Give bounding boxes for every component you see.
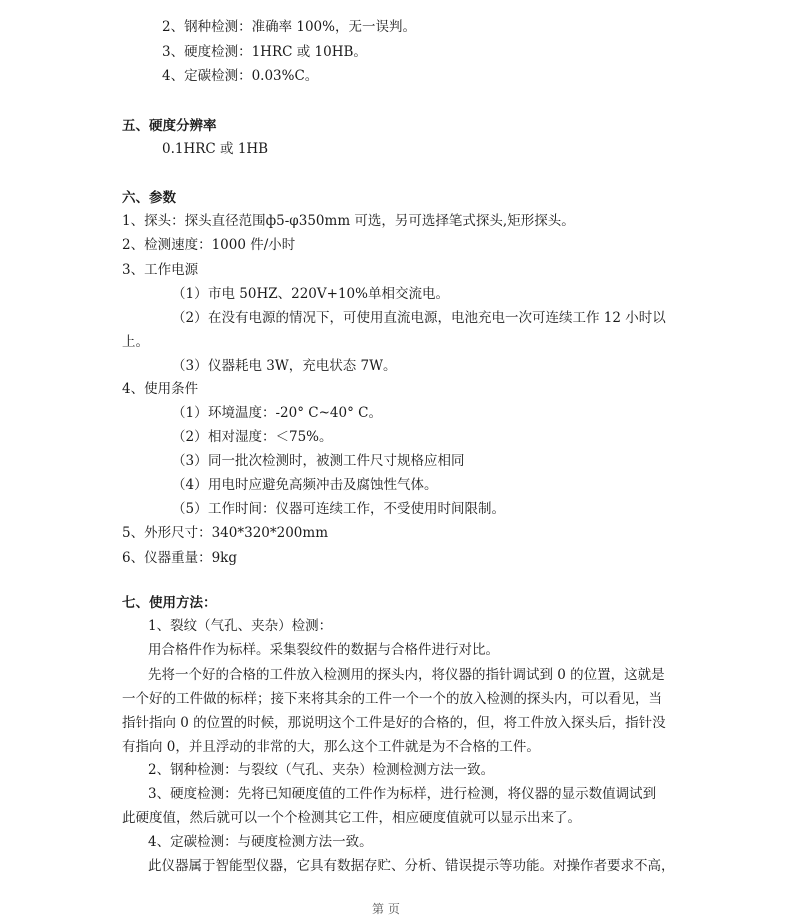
intro-item-4: 4、定碳检测：0.03%C。 xyxy=(162,68,319,84)
param-size: 5、外形尺寸：340*320*200mm xyxy=(122,525,328,541)
item-number: （5） xyxy=(172,501,208,517)
intro-item-2: 2、钢种检测：准确率 100%，无一误判。 xyxy=(162,19,416,35)
item-number: （4） xyxy=(172,477,208,493)
item-text: 市电 50HZ、220V+10%单相交流电。 xyxy=(208,286,449,302)
method-line: 一个好的工件做的标样；接下来将其余的工件一个一个的放入检测的探头内，可以看见，当 xyxy=(122,691,662,707)
condition-item xyxy=(172,428,333,446)
param-power-title: 3、工作电源 xyxy=(122,262,199,278)
item-text: 工作时间：仪器可连续工作，不受使用时间限制。 xyxy=(208,501,505,517)
param-probe: 1、探头：探头直径范围ф5-φ350mm 可选，另可选择笔式探头,矩形探头。 xyxy=(122,213,575,229)
item-number: （3） xyxy=(172,358,208,374)
method-line: 2、钢种检测：与裂纹（气孔、夹杂）检测检测方法一致。 xyxy=(148,762,495,778)
item-text: 用电时应避免高频冲击及腐蚀性气体。 xyxy=(208,477,438,493)
item-number: （1） xyxy=(172,405,208,421)
section-6-heading: 六、参数 xyxy=(122,190,176,206)
section-5-value: 0.1HRC 或 1HB xyxy=(162,141,269,157)
method-line: 有指向 0，并且浮动的非常的大，那么这个工件就是为不合格的工件。 xyxy=(122,739,540,755)
condition-item xyxy=(172,452,465,470)
page-number: 第 页 xyxy=(372,902,400,916)
item-number: （1） xyxy=(172,286,208,302)
method-line: 3、硬度检测：先将已知硬度值的工件作为标样，进行检测，将仪器的显示数值调试到 xyxy=(148,786,657,802)
method-line: 4、定碳检测：与硬度检测方法一致。 xyxy=(148,834,373,850)
item-number: （3） xyxy=(172,453,208,469)
condition-item xyxy=(172,476,438,494)
item-text: 仪器耗电 3W，充电状态 7W。 xyxy=(208,358,397,374)
item-text: 环境温度：-20° C~40° C。 xyxy=(208,405,382,421)
method-line: 1、裂纹（气孔、夹杂）检测： xyxy=(148,618,333,634)
param-speed: 2、检测速度：1000 件/小时 xyxy=(122,237,296,253)
item-text: 同一批次检测时，被测工件尺寸规格应相同 xyxy=(208,453,465,469)
power-item xyxy=(172,285,449,303)
param-weight: 6、仪器重量：9kg xyxy=(122,550,238,566)
method-line: 先将一个好的合格的工件放入检测用的探头内，将仪器的指针调试到 0 的位置，这就是 xyxy=(148,667,665,683)
method-line: 用合格件作为标样。采集裂纹件的数据与合格件进行对比。 xyxy=(148,642,499,658)
section-5-heading: 五、硬度分辨率 xyxy=(122,118,217,134)
item-text: 在没有电源的情况下，可使用直流电源，电池充电一次可连续工作 12 小时以 xyxy=(208,310,666,326)
item-text: 相对湿度：＜75%。 xyxy=(208,429,333,445)
item-number: （2） xyxy=(172,429,208,445)
section-7-heading: 七、使用方法： xyxy=(122,595,217,611)
method-line: 此硬度值，然后就可以一个个检测其它工件，相应硬度值就可以显示出来了。 xyxy=(122,810,581,826)
condition-item xyxy=(172,500,505,518)
power-item xyxy=(172,357,397,375)
method-line: 此仪器属于智能型仪器，它具有数据存贮、分析、错误提示等功能。对操作者要求不高， xyxy=(148,858,675,874)
param-conditions-title: 4、使用条件 xyxy=(122,381,199,397)
power-item xyxy=(172,309,666,327)
intro-item-3: 3、硬度检测：1HRC 或 10HB。 xyxy=(162,44,367,60)
condition-item xyxy=(172,404,382,422)
item-number: （2） xyxy=(172,310,208,326)
method-line: 指针指向 0 的位置的时候，那说明这个工件是好的合格的，但，将工件放入探头后，指针没 xyxy=(122,715,666,731)
power-item-wrap: 上。 xyxy=(122,334,149,350)
